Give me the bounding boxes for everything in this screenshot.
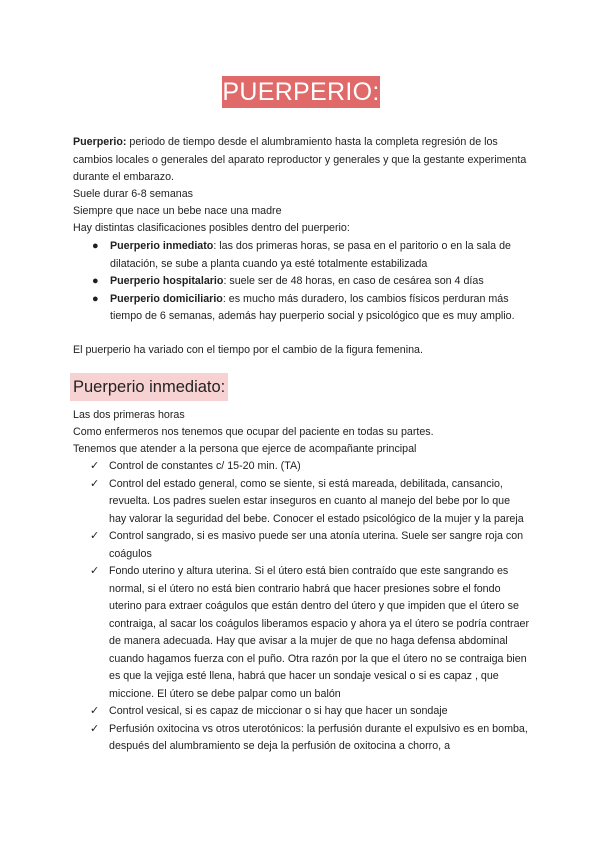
list-item bbox=[90, 563, 530, 703]
list-item bbox=[90, 703, 529, 721]
closing-line: El puerperio ha variado con el tiempo por el cambio de la figura femenina. bbox=[73, 344, 423, 356]
checkmark-icon: ✓ bbox=[90, 705, 100, 717]
classification-term: Puerperio hospitalario bbox=[110, 275, 224, 287]
checklist-text: Fondo uterino y altura uterina. Si el útero está bien contraído que este sangrando es normal, si el útero no está bien contrario habrá que hacer presiones sobre el fondo uterino para extraer coágulos que están dentro del útero y que impiden que el útero se contraiga, al sacar los coágulos liberamos espacio y ahora ya el útero se podría contraer de manera adecuada. Hay que avisar a la mujer de que no haga defensa abdominal cuando hagamos fuerza con el puño. Otra razón por la que el útero no se contraiga bien es que la vejiga esté llena, habrá que hacer un sondaje vesical o si es capaz , que miccione. El útero se debe palpar como un balón bbox=[109, 565, 530, 700]
checklist-text: Perfusión oxitocina vs otros uterotónicos: la perfusión durante el expulsivo es en bomba, después del alumbramiento se deja la perfusión de oxitocina a chorro, a bbox=[109, 722, 528, 752]
list-item bbox=[90, 458, 529, 476]
page-title: PUERPERIO: bbox=[222, 78, 380, 106]
checklist-text: Control del estado general, como se siente, si está mareada, debilitada, cansancio, revuelta. Los padres suelen estar inseguros en cuanto al manejo del bebe por lo que hay valorar la seguridad del bebe. Conocer el estado psicológico de la mujer y la pareja bbox=[109, 477, 524, 525]
checkmark-icon: ✓ bbox=[90, 565, 100, 577]
list-item bbox=[90, 721, 529, 756]
classification-text: : las dos primeras horas, se pasa en el paritorio o en la sala de dilatación, se sube a planta cuando ya esté totalmente estabilizada bbox=[110, 240, 511, 270]
classification-text: : es mucho más duradero, los cambios físicos perduran más tiempo de 6 semanas, además hay puerperio social y psicológico que es muy amplio. bbox=[110, 292, 515, 322]
classification-list bbox=[92, 238, 530, 326]
mother-line: Siempre que nace un bebe nace una madre bbox=[73, 205, 282, 217]
checklist-text: Control vesical, si es capaz de miccionar o si hay que hacer un sondaje bbox=[109, 705, 448, 717]
list-item bbox=[90, 476, 529, 529]
care-checklist bbox=[90, 458, 530, 756]
checkmark-icon: ✓ bbox=[90, 477, 100, 490]
checklist-text: Control sangrado, si es masivo puede ser una atonía uterina. Suele ser sangre roja con coágulos bbox=[109, 530, 524, 560]
bullet-icon: ● bbox=[92, 275, 99, 287]
checkmark-icon: ✓ bbox=[90, 530, 100, 542]
list-item bbox=[90, 528, 529, 563]
classification-term: Puerperio inmediato bbox=[110, 240, 214, 252]
classifications-intro: Hay distintas clasificaciones posibles dentro del puerperio: bbox=[73, 222, 350, 234]
section-line-2: Como enfermeros nos tenemos que ocupar del paciente en todas su partes. bbox=[73, 426, 434, 438]
bullet-icon: ● bbox=[92, 292, 99, 305]
classification-term: Puerperio domiciliario bbox=[110, 292, 223, 305]
section-heading: Puerperio inmediato: bbox=[70, 373, 228, 401]
bullet-icon: ● bbox=[92, 240, 99, 252]
section-line-3: Tenemos que atender a la persona que ejerce de acompañante principal bbox=[73, 443, 417, 455]
list-item bbox=[92, 238, 530, 273]
section-line-1: Las dos primeras horas bbox=[73, 409, 185, 421]
duration-line: Suele durar 6-8 semanas bbox=[73, 188, 194, 200]
classification-text: : suele ser de 48 horas, en caso de cesárea son 4 días bbox=[223, 275, 484, 287]
checklist-text: Control de constantes c/ 15-20 min. (TA) bbox=[109, 460, 301, 472]
definition-text: periodo de tiempo desde el alumbramiento hasta la completa regresión de los cambios locales o generales del aparato reproductor y generales y que la gestante experimenta durante el embarazo. bbox=[73, 136, 527, 183]
checkmark-icon: ✓ bbox=[90, 722, 100, 735]
definition-term: Puerperio: bbox=[73, 136, 127, 148]
list-item bbox=[92, 291, 530, 326]
definition-paragraph bbox=[73, 134, 533, 187]
list-item bbox=[92, 273, 530, 291]
checkmark-icon: ✓ bbox=[90, 460, 100, 472]
